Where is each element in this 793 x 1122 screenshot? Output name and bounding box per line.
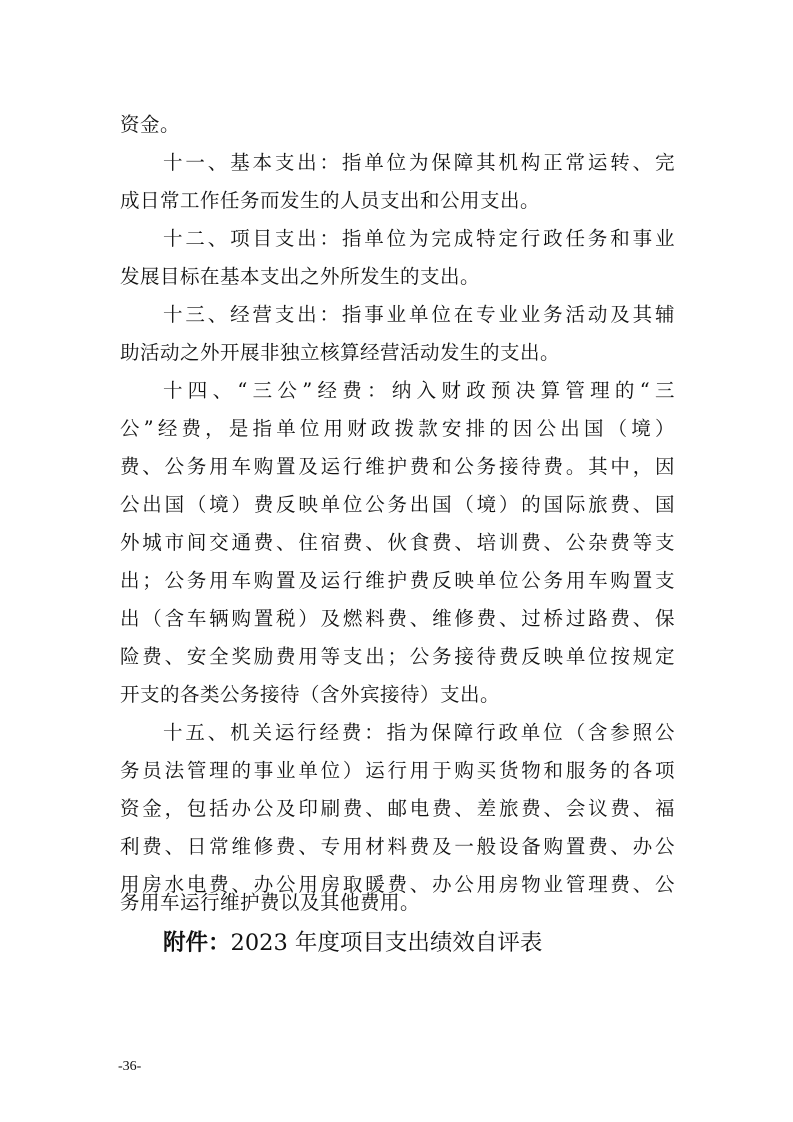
- page-number: -36-: [118, 1059, 142, 1074]
- attachment-label: 附件：: [163, 930, 231, 956]
- text-line: 险费、安全奖励费用等支出；公务接待费反映单位按规定: [120, 645, 675, 668]
- paragraph-three-public-expenses: 十四、“三公”经费：纳入财政预决算管理的“三: [163, 379, 675, 402]
- text-line: 成日常工作任务而发生的人员支出和公用支出。: [120, 189, 541, 212]
- text-line: 资金。: [120, 113, 181, 136]
- text-line: 开支的各类公务接待（含外宾接待）支出。: [120, 683, 501, 706]
- text-line: 务用车运行维护费以及其他费用。: [120, 891, 421, 914]
- text-line: 助活动之外开展非独立核算经营活动发生的支出。: [120, 341, 561, 364]
- paragraph-basic-expenditure: 十一、基本支出：指单位为保障其机构正常运转、完: [163, 151, 675, 174]
- paragraph-project-expenditure: 十二、项目支出：指单位为完成特定行政任务和事业: [163, 227, 675, 250]
- text-line: 资金，包括办公及印刷费、邮电费、差旅费、会议费、福: [120, 797, 675, 820]
- text-line: 利费、日常维修费、专用材料费及一般设备购置费、办公: [120, 835, 675, 858]
- text-line: 公出国（境）费反映单位公务出国（境）的国际旅费、国: [120, 493, 675, 516]
- attachment-title: 2023 年度项目支出绩效自评表: [230, 930, 543, 956]
- paragraph-operating-expenditure: 十三、经营支出：指事业单位在专业业务活动及其辅: [163, 303, 675, 326]
- text-line: 费、公务用车购置及运行维护费和公务接待费。其中，因: [120, 455, 675, 478]
- attachment-line: [163, 928, 542, 958]
- text-line: 出；公务用车购置及运行维护费反映单位公务用车购置支: [120, 569, 675, 592]
- text-line: 出（含车辆购置税）及燃料费、维修费、过桥过路费、保: [120, 607, 675, 630]
- text-line: 公”经费，是指单位用财政拨款安排的因公出国（境）: [120, 417, 675, 440]
- text-line: 用房水电费、办公用房取暖费、办公用房物业管理费、公: [120, 873, 675, 896]
- text-line: 外城市间交通费、住宿费、伙食费、培训费、公杂费等支: [120, 531, 675, 554]
- text-line: 发展目标在基本支出之外所发生的支出。: [120, 265, 481, 288]
- paragraph-agency-operating-funds: 十五、机关运行经费：指为保障行政单位（含参照公: [163, 721, 675, 744]
- text-line: 务员法管理的事业单位）运行用于购买货物和服务的各项: [120, 759, 675, 782]
